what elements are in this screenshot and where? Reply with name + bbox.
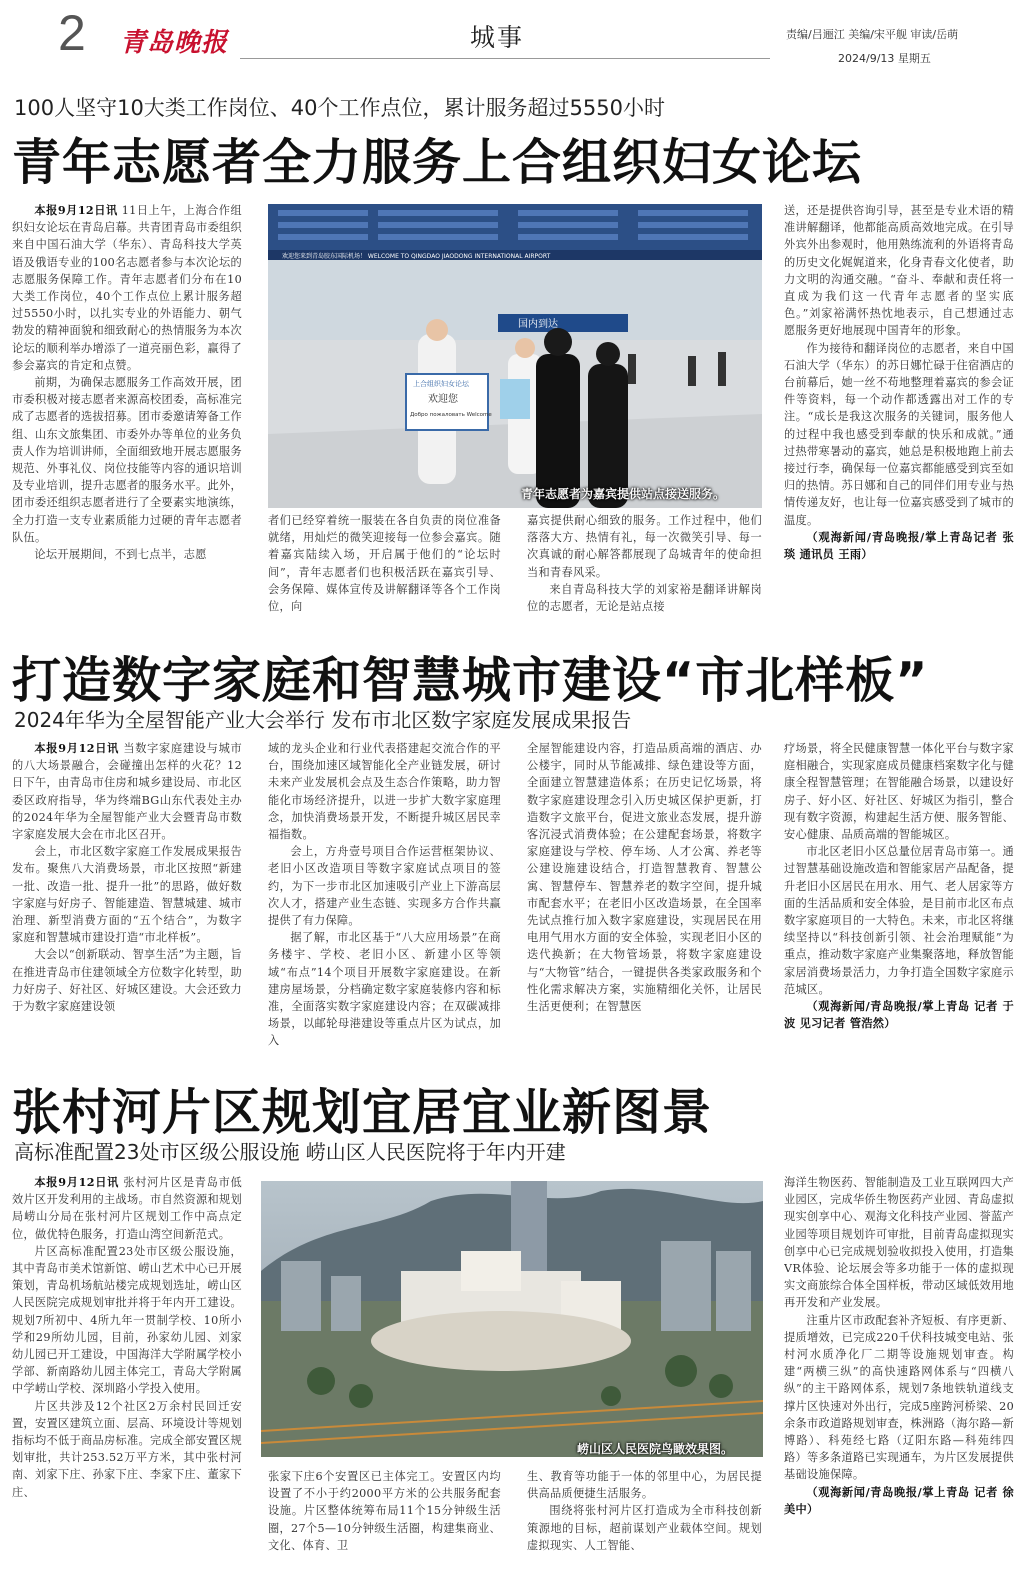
article3-column-4	[784, 1174, 1014, 1568]
dateline: 本报9月12日讯	[34, 1175, 120, 1189]
hospital-rendering-photo	[261, 1181, 763, 1457]
masthead-divider	[240, 58, 770, 59]
section-title: 城事	[470, 23, 525, 52]
arrival-board-text: 国内到达	[518, 319, 558, 330]
photo-caption: 青年志愿者为嘉宾提供站点接送服务。	[521, 487, 726, 501]
paragraph: 片区高标准配置23处市区级公服设施，其中青岛市美术馆新馆、崂山艺术中心已开展策划，青岛机场航站楼完成规划选址，崂山区人民医院完成规划审批并将于年内开工建设。规划7所初中、4所九年一贯制学校、10所小学和29所幼儿园，目前，孙家幼儿园、刘家幼儿园已开工建设，中国海洋大学附属学校小学部、新南路幼儿园主体完工，青岛大学附属中学崂山学校、深圳路小学投入使用。	[12, 1244, 242, 1396]
paragraph: 当数字家庭建设与城市的八大场景融合，会碰撞出怎样的火花？12日下午，由青岛市住房和城乡建设局、市北区委区政府指导，华为终端BG山东代表处主办的2024年华为全屋智能产业大会暨青岛市数字家庭发展大会在市北区召开。	[12, 742, 242, 842]
airport-volunteers-photo	[268, 204, 762, 508]
welcome-sign-text: 欢迎您	[428, 394, 458, 405]
editor-credits: 责编/吕逦江 美编/宋平舰 审读/岳萌	[786, 28, 959, 41]
newspaper-logo: 青岛晚报	[120, 28, 229, 58]
article2-column-3	[527, 740, 762, 1052]
paragraph: 者们已经穿着统一服装在各自负责的岗位准备就绪，用灿烂的微笑迎接每一位参会嘉宾。随着嘉宾陆续入场，开启属于他们的“论坛时间”，青年志愿者们也积极活跃在嘉宾引导、会务保障、媒体宣传及讲解翻译等各个工作岗位，向	[268, 514, 501, 614]
paragraph: 前期，为确保志愿服务工作高效开展，团市委积极对接志愿者来源高校团委，高标准完成了志愿者的选拔招募。团市委邀请筹备工作组、山东文旅集团、市委外办等单位的业务负责人作为培训讲师，全面细致地开展志愿服务规范、外事礼仪、岗位技能等内容的通识培训及专业培训，提升志愿者的服务水平。此外，团市委还组织志愿者进行了全要素实地演练，全力打造一支专业素质能力过硬的青年志愿者队伍。	[12, 376, 242, 544]
article2-headline: 打造数字家庭和智慧城市建设“市北样板”	[12, 652, 929, 709]
paragraph: 张家下庄6个安置区已主体完工。安置区内均设置了不小于约2000平方米的公共服务配套设施。片区整体统筹布局11个15分钟级生活圈，27个5—10分钟级生活圈，构建集商业、文化、体育、卫	[268, 1470, 501, 1552]
paragraph: 生、教育等功能于一体的邻里中心，为居民提供高品质便捷生活服务。	[527, 1470, 762, 1501]
article3-headline: 张村河片区规划宜居宜业新图景	[12, 1084, 713, 1141]
article1-column-3	[527, 512, 762, 614]
article2-column-4	[784, 740, 1014, 1052]
byline: （观海新闻/青岛晚报/掌上青岛 记者 徐美中）	[784, 1484, 1014, 1516]
article2-subhead: 2024年华为全屋智能产业大会举行 发布市北区数字家庭发展成果报告	[14, 708, 632, 732]
article2-column-1	[12, 740, 242, 1052]
sign-top-text: 上合组织妇女论坛	[413, 380, 469, 388]
paragraph: 11日上午，上海合作组织妇女论坛在青岛启幕。共青团青岛市委组织来自中国石油大学（华东）、青岛科技大学英语及俄语专业的100名志愿者参与本次论坛的志愿服务保障工作。青年志愿者们分布在10大类工作岗位，40个工作点位上累计服务超过5550小时，以扎实专业的外语能力、朝气勃发的精神面貌和细致耐心的热情服务为本次论坛的顺利举办增添了一道亮丽色彩，赢得了参会嘉宾的肯定和点赞。	[12, 204, 242, 372]
article1-column-4	[784, 202, 1014, 616]
airport-banner-text: 欢迎您来到青岛胶东国际机场！ WELCOME TO QINGDAO JIAODONG INTERNATIONAL AIRPORT	[282, 253, 551, 260]
paragraph: 大会以“创新联动、智享生活”为主题，旨在推进青岛市住建领域全方位数字化转型，助力好房子、好社区、好城区建设。大会还致力于为数字家庭建设领	[12, 948, 242, 1014]
paragraph: 围绕将张村河片区打造成为全市科技创新策源地的目标，超前谋划产业载体空间。规划虚拟现实、人工智能、	[527, 1504, 762, 1552]
photo-caption: 崂山区人民医院鸟瞰效果图。	[577, 1442, 734, 1456]
paragraph: 作为接待和翻译岗位的志愿者，来自中国石油大学（华东）的苏日娜忙碌于住宿酒店的台前幕后，她一丝不苟地整理着嘉宾的参会证件等资料，每一个动作都透露出对工作的专注。“成长是我这次服务的关键词，服务他人的过程中我也感受到奉献的快乐和成就。”通过热带寒暑动的嘉宾，她总是积极地跑上前去接过行李，确保每一位嘉宾都能感受到宾至如归的热情。苏日娜和自己的同伴们用专业与热情传递友好，也让每一位嘉宾感受到了城市的温度。	[784, 341, 1014, 527]
article3-column-3	[527, 1468, 762, 1568]
paragraph: 张村河片区是青岛市低效片区开发利用的主战场。市自然资源和规划局崂山分局在张村河片区规划工作中高点定位，做优特色服务，打造山湾空间新范式。	[12, 1176, 242, 1241]
paragraph: 嘉宾提供耐心细致的服务。工作过程中，他们落落大方、热情有礼，每一次微笑引导、每一次真诚的耐心解答都展现了岛城青年的使命担当和青春风采。	[527, 514, 762, 579]
article1-column-2	[268, 512, 501, 614]
dateline: 本报9月12日讯	[34, 203, 118, 217]
article1-kicker: 100人坚守10大类工作岗位、40个工作点位，累计服务超过5550小时	[14, 96, 665, 120]
article3-subhead: 高标准配置23处市区级公服设施 崂山区人民医院将于年内开建	[14, 1140, 566, 1164]
paragraph: 据了解，市北区基于“八大应用场景”在商务楼宇、学校、老旧小区、新建小区等领域“布点”14个项目开展数字家庭建设。在新建房屋场景，分档确定数字家庭装修内容和标准，全面落实数字家庭建设内容；在双碳减排场景，以邮轮母港建设等重点片区为试点，加入	[268, 931, 501, 1048]
airport-scene-illustration	[268, 204, 762, 508]
paragraph: 来自青岛科技大学的刘家裕是翻译讲解岗位的志愿者，无论是站点接	[527, 582, 762, 614]
paragraph: 论坛开展期间，不到七点半，志愿	[34, 548, 207, 562]
article1-column-1	[12, 202, 242, 614]
issue-date: 2024/9/13 星期五	[838, 52, 931, 65]
paragraph: 送，还是提供咨询引导，甚至是专业术语的精准讲解翻译，他都能高质高效地完成。在引导外宾外出参观时，他用熟练流利的外语将青岛的历史文化娓娓道来，化身青春文化使者，助力文明的沟通交融。“奋斗、奉献和责任将一直成为我们这一代青年志愿者的坚实底色。”刘家裕满怀热忱地表示，自己想通过志愿服务更好地展现中国青年的形象。	[784, 204, 1014, 338]
page-number: 2	[58, 5, 86, 61]
byline: （观海新闻/青岛晚报/掌上青岛记者 张琰 通讯员 王雨）	[784, 529, 1014, 562]
article3-column-1	[12, 1174, 242, 1568]
paragraph: 海洋生物医药、智能制造及工业互联网四大产业园区，完成华侨生物医药产业园、青岛虚拟现实创享中心、观海文化科技产业园、誉蓝产业园等项目规划许可审批，目前青岛虚拟现实创享中心已完成规划验收拟投入使用，打造集VR体验、论坛展会等多功能于一体的虚拟现实文商旅综合体全国样板，带动区域低效用地再开发和产业发展。	[784, 1176, 1014, 1310]
hospital-aerial-illustration	[261, 1181, 763, 1457]
article1-headline: 青年志愿者全力服务上合组织妇女论坛	[12, 134, 863, 191]
paragraph: 域的龙头企业和行业代表搭建起交流合作的平台，围绕加速区域智能化全产业链发展，研讨未来产业发展机会点及生态合作策略，助力智能化市场经济提升，以进一步扩大数字家庭理念，加快消费场景开发，不断提升城区居民幸福指数。	[268, 742, 501, 842]
sign-subtext: Добро пожаловать Welcome	[410, 412, 492, 418]
paragraph: 全屋智能建设内容，打造品质高端的酒店、办公楼宇，同时从节能减排、绿色建设等方面，全面建立智慧建造体系；在历史记忆场景，将数字家庭建设理念引入历史城区保护更新，打造数字文旅平台，促进文旅业态发展，提升游客沉浸式消费体验；在公建配套场景，将数字家庭建设与学校、停车场、人才公寓、养老等公建设施建设结合，打造智慧教育、智慧公寓、智慧停车、智慧养老的数字空间，提升城市配套水平；在老旧小区改造场景，在全国率先试点推行加入数字家庭建设，实现居民在用电用气用水方面的安全体验，实现老旧小区的迭代换新；在大物管场景，将数字家庭建设与“大物管”结合，一键提供各类家政服务和个性化需求解决方案，实施精细化关怀，让居民生活更便利；在智慧医	[527, 742, 762, 1014]
paragraph: 疗场景，将全民健康智慧一体化平台与数字家庭相融合，实现家庭成员健康档案数字化与健康全程智慧管理；在智能融合场景，以建设好房子、好小区、好社区、好城区为指引，整合现有数字资源，构建起生活方便、服务智能、安心健康、品质高端的智能城区。	[784, 742, 1014, 842]
article3-column-2	[268, 1468, 501, 1568]
paragraph: 注重片区市政配套补齐短板、有序更新、提质增效，已完成220千伏科技城变电站、张村河水质净化厂二期等设施规划审查。构建“两横三纵”的高快速路网体系与“四横八纵”的主干路网体系，规划7条地铁轨道线支撑片区快速对外出行，完成5座跨河桥梁、20余条市政道路规划审查，株洲路（海尔路—新博路）、科苑经七路（辽阳东路—科苑纬四路）等多条道路已实现通车，为片区发展提供基础设施保障。	[784, 1313, 1014, 1482]
paragraph: 会上，市北区数字家庭工作发展成果报告发布。聚焦八大消费场景，市北区按照“新建一批、改造一批、提升一批”的思路，做好数字家庭与好房子、智能建造、智慧城建、城市治理、新型消费方面的“五个结合”，为数字家庭和智慧城市建设打造“市北样板”。	[12, 845, 242, 945]
paragraph: 会上，方舟壹号项目合作运营框架协议、老旧小区改造项目等数字家庭试点项目的签约，为下一步市北区加速吸引产业上下游高层次人才，搭建产业生态链、实现多方合作共赢提供了有力保障。	[268, 845, 501, 928]
paragraph: 片区共涉及12个社区2万余村民回迁安置，安置区建筑立面、层高、环境设计等规划指标均不低于商品房标准。完成全部安置区规划审批，共计253.52万平方米，其中张村河南、刘家下庄、孙家下庄、李家下庄、董家下庄、	[12, 1399, 242, 1499]
byline: （观海新闻/青岛晚报/掌上青岛 记者 于波 见习记者 管浩然）	[784, 999, 1014, 1031]
paragraph: 市北区老旧小区总量位居青岛市第一。通过智慧基础设施改造和智能家居产品配备，提升老旧小区居民在用水、用气、老人居家等方面的生活品质和安全体验，是目前市北区布点数字家庭项目的一大特色。未来，市北区将继续坚持以“科技创新引领、社会治理赋能”为重点，推动数字家庭产业集聚落地，释放智能家居消费场景活力，力争打造全国数字家庭示范城区。	[784, 845, 1014, 996]
dateline: 本报9月12日讯	[34, 741, 120, 755]
article2-column-2	[268, 740, 501, 1052]
